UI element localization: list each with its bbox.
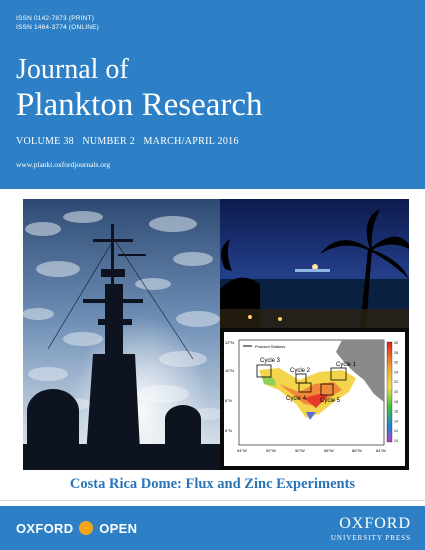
oxford-open-text: OXFORD [16, 521, 74, 536]
journal-title-line2: Plankton Research [16, 87, 263, 123]
scale-tick: 20 [394, 390, 398, 394]
cycle-label: Cycle 2 [290, 368, 311, 374]
cycle-label: Cycle 4 [286, 396, 307, 402]
map-legend: Protocol Stations [255, 344, 286, 349]
cover-footer [0, 506, 425, 550]
oxford-press-logo: OXFORD [339, 515, 411, 532]
lat-tick: 8°N [225, 398, 232, 403]
lon-tick: 92°W [266, 448, 276, 453]
cruise-map-panel [220, 328, 409, 470]
scale-tick: 28 [394, 350, 398, 355]
open-access-icon [79, 521, 93, 535]
cycle-label: Cycle 5 [320, 398, 341, 404]
volume-line [16, 136, 239, 147]
divider [0, 500, 425, 501]
scale-tick: 12 [394, 429, 398, 434]
issn-online: ISSN 1464-3774 (ONLINE) [16, 24, 99, 31]
cover-header [0, 0, 425, 189]
issn-print: ISSN 0142-7873 (PRINT) [16, 15, 95, 22]
lat-tick: 10°N [225, 368, 234, 373]
scale-tick: 18 [394, 399, 398, 404]
scale-tick: 16 [394, 409, 398, 414]
cruise-map-graphic [224, 332, 405, 466]
lon-tick: 94°W [237, 448, 247, 453]
cycle-label: Cycle 3 [260, 358, 281, 364]
lon-tick: 84°W [376, 448, 386, 453]
lon-tick: 86°W [352, 448, 362, 453]
night-palm-illustration [220, 199, 409, 328]
lat-tick: 6°N [225, 428, 232, 433]
journal-url: www.plankt.oxfordjournals.org [16, 160, 111, 169]
scale-tick: 14 [394, 419, 398, 424]
volume: VOLUME 38 [16, 136, 74, 147]
journal-title-line1: Journal of [16, 54, 129, 85]
lat-tick: 12°N [225, 340, 234, 345]
night-harbor-photo [220, 199, 409, 328]
scale-tick: 10 [394, 439, 398, 443]
scale-tick: 24 [394, 370, 398, 375]
oxford-open-logo [16, 521, 137, 536]
scale-tick: 26 [394, 360, 398, 365]
oxford-open-suffix: OPEN [99, 521, 138, 536]
issue-number: NUMBER 2 [82, 136, 136, 147]
scale-tick: 30 [394, 341, 398, 345]
lon-tick: 88°W [324, 448, 334, 453]
ship-mast-illustration [23, 199, 220, 470]
ship-mast-photo [23, 199, 220, 470]
issue-date: MARCH/APRIL 2016 [143, 136, 239, 147]
cycle-label: Cycle 1 [336, 362, 357, 368]
cruise-map [224, 332, 405, 466]
cover-caption: Costa Rica Dome: Flux and Zinc Experiments [69, 476, 356, 492]
lon-tick: 90°W [295, 448, 305, 453]
scale-tick: 22 [394, 380, 398, 385]
oxford-press-subtitle: UNIVERSITY PRESS [330, 534, 411, 542]
